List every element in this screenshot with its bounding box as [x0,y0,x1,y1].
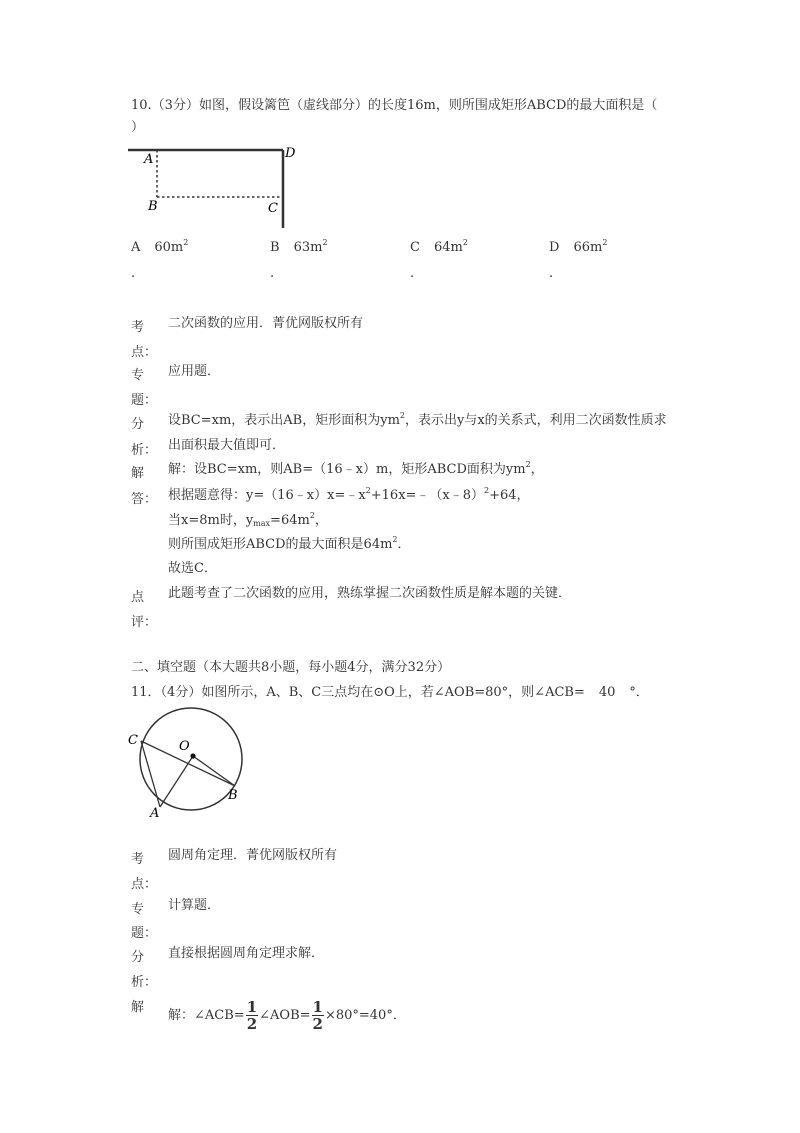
jieda-line4: 则所围成矩形ABCD的最大面积是$64m^2$． [168,535,411,552]
dianping-label-1: 点 [131,590,145,605]
jieda-label-1: 解 [131,466,145,481]
q10-stem-line1: 10.（3分）如图，假设篱笆（虚线部分）的长度16m，则所围成矩形ABCD的最大面积是（ [131,98,658,113]
q11-jieda-label-1: 解 [131,1000,145,1015]
option-value: 64m [433,240,463,255]
option-value: 60m [154,240,184,255]
q11-zhuanti-label-2: 题： [131,926,158,941]
kaodian-label-1: 考 [131,320,145,335]
jieda-label-2: 答： [131,492,158,507]
label-a: A [144,152,154,167]
label-o: O [179,739,190,754]
q11-fenxi-text: 直接根据圆周角定理求解． [168,946,325,961]
option-letter: A [131,240,141,255]
option-value: 63m [293,240,323,255]
option-letter: C [410,240,420,255]
fenxi-label-2: 析： [131,443,158,458]
label-b: B [148,199,158,214]
q11-stem: 11．（4分）如图所示，A、B、C三点均在⊙O上，若∠AOB=80°，则∠ACB= 40 °． [131,685,649,700]
q11-kaodian-text: 圆周角定理．菁优网版权所有 [168,848,338,863]
fenxi-text-line1: 设BC=xm，表示出AB，矩形面积为$ym^2$，表示出y与x的关系式，利用二次函数性质求 [168,411,667,428]
option-c-dot: . [410,266,415,281]
zhuanti-text: 应用题． [168,364,221,379]
zhuanti-label-2: 题： [131,393,158,408]
label-b: B [228,788,238,803]
option-d [549,240,607,255]
fenxi-text-line2: 出面积最大值即可． [168,438,286,453]
q11-fenxi-label-2: 析： [131,975,158,990]
q10-stem-line2: ） [131,120,145,135]
chord-ca [141,741,160,807]
q11-zhuanti-label-1: 专 [131,902,145,917]
option-sup: 2 [602,238,608,247]
section2-title: 二、填空题（本大题共8小题，每小题4分，满分32分） [131,660,451,675]
fraction-half: $\frac{1}{2}$ [246,998,258,1033]
q11-kaodian-label-2: 点： [131,877,158,892]
kaodian-text: 二次函数的应用．菁优网版权所有 [168,316,364,331]
option-letter: B [270,240,280,255]
label-a: A [150,806,160,818]
option-d-dot: . [549,266,554,281]
jieda-line1: 解：设BC=xm，则AB=（16﹣x）m，矩形ABCD面积为$ym^2$， [168,460,544,477]
kaodian-label-2: 点： [131,345,158,360]
q10-figure [120,140,310,232]
option-value: 66m [573,240,603,255]
option-b [270,240,328,255]
radius-ob [193,756,235,786]
fenxi-label-1: 分 [131,417,145,432]
q11-kaodian-label-1: 考 [131,852,145,867]
dianping-label-2: 评： [131,615,158,630]
option-sup: 2 [462,238,468,247]
jieda-line2: 根据题意得：$y=(16﹣x)x=﹣x^2+16x=﹣(x﹣8)^2+64$， [168,486,530,503]
q11-zhuanti-text: 计算题． [168,898,221,913]
fraction-half: $\frac{1}{2}$ [312,998,323,1033]
label-c: C [268,201,278,216]
center-point [190,753,195,758]
option-sup: 2 [183,238,189,247]
option-b-dot: . [270,266,275,281]
option-sup: 2 [322,238,328,247]
zhuanti-label-1: 专 [131,368,145,383]
dianping-text: 此题考查了二次函数的应用，熟练掌握二次函数性质是解本题的关键． [168,586,572,601]
jieda-line5: 故选C． [168,561,217,576]
q11-answer: 40 [598,685,616,700]
q11-fenxi-label-1: 分 [131,950,145,965]
q11-jieda-line: 解：∠ACB= $\frac{1}{2}$ ∠AOB= $\frac{1}{2}$ ×80°=40°． [168,998,406,1033]
q11-figure [125,706,250,818]
option-a-dot: . [131,266,136,281]
option-c [410,240,468,255]
jieda-line3: 当x=8m时，$y_{max}=64m^2$， [168,511,328,528]
option-a [131,240,188,255]
label-d: D [285,146,296,161]
label-c: C [128,733,138,748]
option-letter: D [549,240,560,255]
radius-oa [160,756,193,807]
